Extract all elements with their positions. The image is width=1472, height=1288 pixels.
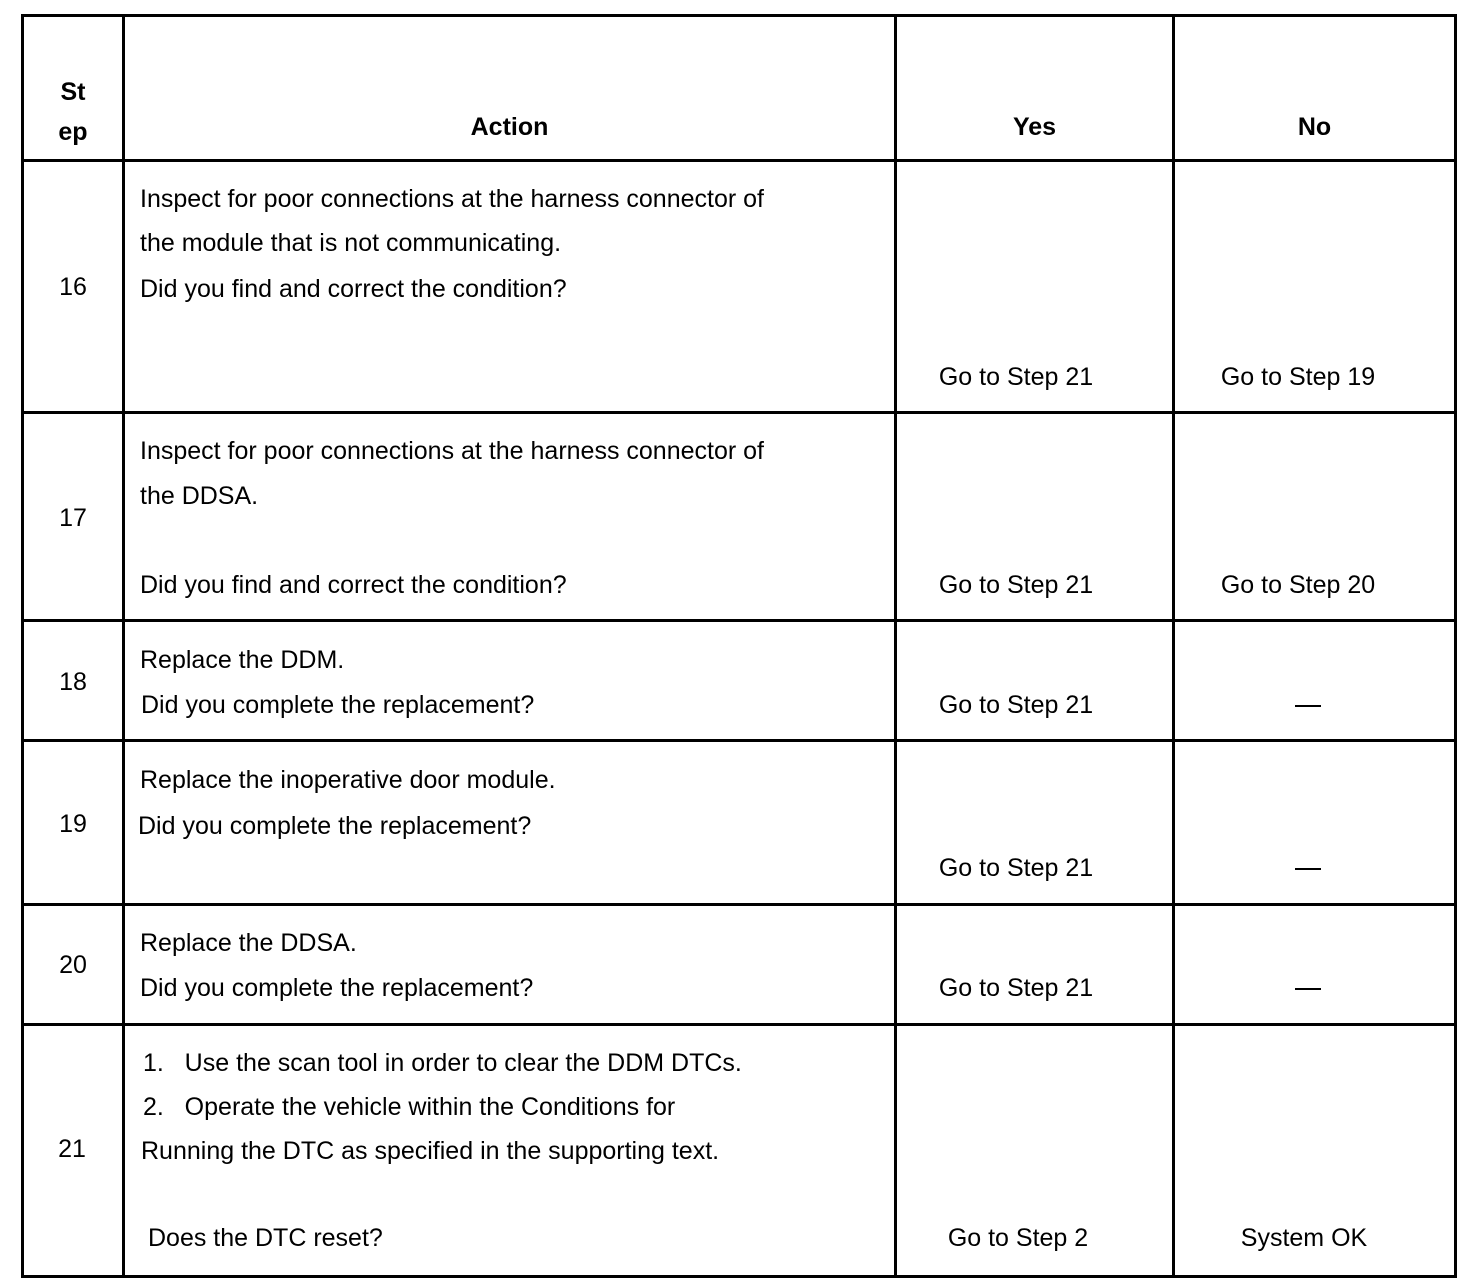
action-text: Did you find and correct the condition? (140, 275, 567, 303)
action-text: Did you find and correct the condition? (140, 571, 567, 599)
action-text: Inspect for poor connections at the harness connector of (140, 437, 764, 465)
action-text: Replace the DDSA. (140, 929, 357, 957)
table-border-top (21, 14, 1457, 17)
no-result-dash (1295, 705, 1321, 707)
no-result (1168, 973, 1448, 1003)
action-text: Inspect for poor connections at the harness connector of (140, 185, 764, 213)
step-number: 21 (58, 1135, 86, 1163)
no-result (1168, 690, 1448, 720)
header-step (24, 72, 122, 152)
table-border-left (21, 14, 24, 1278)
no-result (1168, 853, 1448, 883)
row-divider (21, 619, 1457, 622)
action-text: Replace the inoperative door module. (140, 766, 556, 794)
column-divider (894, 14, 897, 1278)
table-border-bottom (21, 1275, 1457, 1278)
header-divider (21, 159, 1457, 162)
action-text: 1. Use the scan tool in order to clear the DDM DTCs. (143, 1049, 742, 1077)
action-text: Did you complete the replacement? (140, 974, 534, 1002)
no-result: Go to Step 20 (1220, 571, 1376, 599)
yes-result: Go to Step 21 (938, 363, 1094, 391)
step-number: 20 (59, 951, 87, 979)
action-text: the module that is not communicating. (140, 229, 562, 257)
action-text: Replace the DDM. (140, 646, 345, 674)
row-divider (21, 903, 1457, 906)
step-number: 16 (59, 273, 87, 301)
header-action: Action (470, 113, 549, 141)
step-number: 18 (59, 668, 87, 696)
yes-result: Go to Step 2 (947, 1224, 1089, 1252)
row-divider (21, 411, 1457, 414)
yes-result: Go to Step 21 (938, 854, 1094, 882)
action-text: Did you complete the replacement? (141, 691, 535, 719)
action-text: Does the DTC reset? (148, 1224, 383, 1252)
step-number: 17 (59, 504, 87, 532)
no-result: System OK (1240, 1224, 1368, 1252)
column-divider (1172, 14, 1175, 1278)
header-step-line2: ep (58, 118, 88, 146)
yes-result: Go to Step 21 (938, 974, 1094, 1002)
column-divider (122, 14, 125, 1278)
diagnostic-table (21, 14, 1457, 1278)
action-text: 2. Operate the vehicle within the Conditions for (143, 1093, 676, 1121)
action-text: Did you complete the replacement? (138, 812, 532, 840)
header-step-line1: St (60, 78, 86, 106)
row-divider (21, 1023, 1457, 1026)
action-text: Running the DTC as specified in the supporting text. (141, 1137, 720, 1165)
no-result-dash (1295, 988, 1321, 990)
header-yes: Yes (1012, 113, 1057, 141)
header-no: No (1297, 113, 1332, 141)
yes-result: Go to Step 21 (938, 691, 1094, 719)
no-result: Go to Step 19 (1220, 363, 1376, 391)
no-result-dash (1295, 868, 1321, 870)
yes-result: Go to Step 21 (938, 571, 1094, 599)
row-divider (21, 739, 1457, 742)
step-number: 19 (59, 810, 87, 838)
action-text: the DDSA. (140, 482, 259, 510)
table-border-right (1454, 14, 1457, 1278)
